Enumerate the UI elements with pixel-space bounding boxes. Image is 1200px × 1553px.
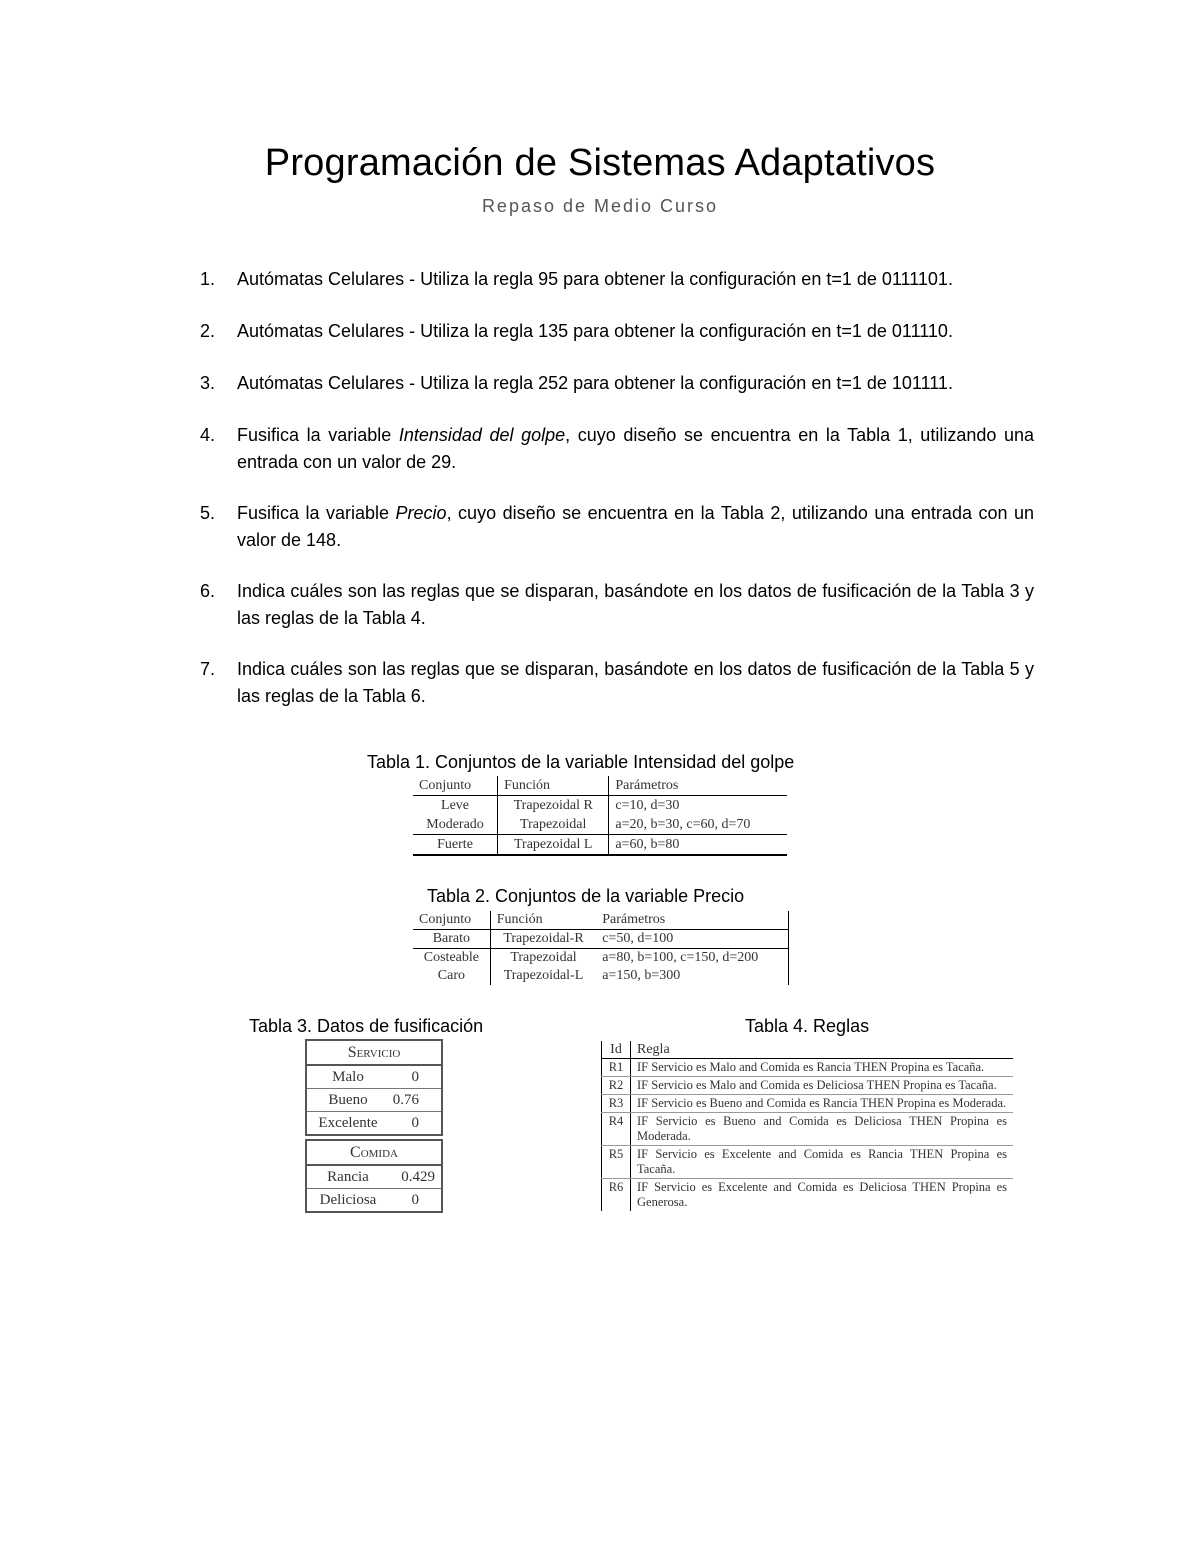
table-header-cell: Regla	[637, 1042, 670, 1057]
table-cell: Bueno	[306, 1089, 389, 1112]
question-item	[200, 578, 1034, 632]
table-cell: Trapezoidal R	[498, 796, 609, 816]
rule-id: R2	[601, 1077, 631, 1094]
table-row	[306, 1189, 442, 1213]
table-cell: a=60, b=80	[609, 835, 787, 856]
table-cell: 0.76	[389, 1089, 442, 1112]
table-row	[413, 835, 787, 856]
rule-id: R4	[601, 1113, 631, 1145]
table-cell: Costeable	[413, 949, 490, 968]
table-cell: Deliciosa	[306, 1189, 389, 1213]
table-header-row	[306, 1040, 442, 1065]
question-item	[200, 500, 1034, 554]
table-cell: Trapezoidal-L	[503, 968, 584, 983]
rule-text: IF Servicio es Excelente and Comida es Deliciosa THEN Propina es Generosa.	[637, 1180, 1007, 1209]
page-title: Programación de Sistemas Adaptativos	[264, 142, 936, 184]
table-header-cell: Conjunto	[413, 911, 490, 930]
question-item	[200, 318, 1034, 345]
table-header-cell: Parámetros	[596, 911, 788, 930]
table-row	[413, 949, 789, 968]
table-header-cell: Parámetros	[609, 776, 787, 796]
table-cell: Trapezoidal	[510, 950, 577, 965]
table-cell: 0	[389, 1112, 442, 1136]
table2-caption: Tabla 2. Conjuntos de la variable Precio	[427, 886, 745, 906]
question-text: Indica cuáles son las reglas que se disparan, basándote en los datos de fusificación de la Tabla 5 y las reglas de la Tabla 6.	[237, 659, 1034, 706]
table-cell: 0.429	[389, 1165, 442, 1189]
table3-comida	[305, 1139, 443, 1213]
question-text-post: , cuyo diseño se encuentra en la Tabla 2, utilizando una entrada con un valor de 148.	[237, 503, 1034, 550]
table-row	[413, 815, 787, 835]
variable-name: Intensidad del golpe	[398, 425, 566, 445]
table3-servicio	[305, 1039, 443, 1136]
table1-caption: Tabla 1. Conjuntos de la variable Intensidad del golpe	[367, 752, 795, 772]
table-header-cell: Comida	[306, 1140, 442, 1165]
question-number: 5.	[200, 503, 216, 523]
table-header-cell: Id	[601, 1041, 631, 1058]
table-header-cell: Función	[498, 776, 609, 796]
rule-id: R1	[601, 1059, 631, 1076]
question-list	[200, 266, 1034, 734]
table-header-row	[413, 911, 789, 930]
rule-text: IF Servicio es Malo and Comida es Deliciosa THEN Propina es Tacaña.	[637, 1078, 997, 1092]
table-cell: Caro	[413, 967, 490, 985]
table-cell: Barato	[413, 930, 490, 949]
question-item	[200, 422, 1034, 476]
question-text: Autómatas Celulares - Utiliza la regla 252 para obtener la configuración en t=1 de 101111.	[237, 373, 953, 393]
table-cell: Trapezoidal-R	[490, 930, 596, 949]
table-row	[306, 1065, 442, 1089]
rule-id: R6	[601, 1179, 631, 1211]
table4	[601, 1041, 1013, 1211]
question-number: 7.	[200, 659, 216, 679]
table-cell: c=50, d=100	[596, 930, 788, 949]
table-row	[601, 1146, 1013, 1179]
table-cell: 0	[389, 1065, 442, 1089]
table-row	[601, 1059, 1013, 1077]
rule-id: R3	[601, 1095, 631, 1112]
table-cell: a=80, b=100, c=150, d=200	[602, 950, 759, 965]
question-text: Autómatas Celulares - Utiliza la regla 135 para obtener la configuración en t=1 de 011110.	[237, 321, 953, 341]
table-header-cell: Conjunto	[413, 776, 498, 796]
question-text-pre: Fusifica la variable	[237, 425, 399, 445]
table-row	[306, 1112, 442, 1136]
table4-caption: Tabla 4. Reglas	[745, 1016, 870, 1036]
table-row	[601, 1179, 1013, 1211]
question-item	[200, 266, 1034, 293]
table3-caption: Tabla 3. Datos de fusificación	[249, 1016, 484, 1036]
table-row	[601, 1113, 1013, 1146]
rule-text: IF Servicio es Malo and Comida es Rancia THEN Propina es Tacaña.	[637, 1060, 985, 1074]
rule-text: IF Servicio es Bueno and Comida es Rancia THEN Propina es Moderada.	[637, 1096, 1007, 1110]
question-number: 4.	[200, 425, 216, 445]
table-header-cell: Función	[490, 911, 596, 930]
table1	[413, 776, 787, 856]
table-cell: Trapezoidal	[498, 815, 609, 835]
table-header-row	[601, 1041, 1013, 1059]
question-text	[237, 503, 1034, 550]
question-text: Autómatas Celulares - Utiliza la regla 95 para obtener la configuración en t=1 de 0111101.	[237, 269, 953, 289]
table-row	[413, 930, 789, 949]
table-cell: Malo	[306, 1065, 389, 1089]
rule-text: IF Servicio es Bueno and Comida es Deliciosa THEN Propina es Moderada.	[637, 1114, 1007, 1143]
table-row	[601, 1077, 1013, 1095]
table-cell: Trapezoidal L	[498, 835, 609, 856]
question-text-post: , cuyo diseño se encuentra en la Tabla 1, utilizando una entrada con un valor de 29.	[237, 425, 1034, 472]
table-row	[306, 1089, 442, 1112]
table-row	[601, 1095, 1013, 1113]
table2	[413, 911, 789, 985]
question-item	[200, 370, 1034, 397]
table-cell: a=150, b=300	[602, 968, 681, 983]
page-subtitle: Repaso de Medio Curso	[481, 196, 719, 216]
question-item	[200, 656, 1034, 710]
table-cell: Rancia	[306, 1165, 389, 1189]
table-header-row	[413, 776, 787, 796]
table-cell: 0	[389, 1189, 442, 1213]
question-text	[237, 425, 1034, 472]
table-row	[413, 796, 787, 816]
table-cell: c=10, d=30	[615, 797, 680, 813]
table-cell: Fuerte	[413, 835, 498, 856]
question-number: 1.	[200, 269, 216, 289]
table-cell: a=20, b=30, c=60, d=70	[615, 816, 751, 832]
question-number: 2.	[200, 321, 216, 341]
rule-text: IF Servicio es Excelente and Comida es Rancia THEN Propina es Tacaña.	[637, 1147, 1007, 1176]
rule-id: R5	[601, 1146, 631, 1178]
table-cell: Excelente	[306, 1112, 389, 1136]
table-header-row	[306, 1140, 442, 1165]
table-header-cell: Servicio	[306, 1040, 442, 1065]
question-number: 6.	[200, 581, 216, 601]
table-row	[306, 1165, 442, 1189]
question-text-pre: Fusifica la variable	[237, 503, 396, 523]
table-cell: Leve	[413, 796, 498, 816]
variable-name: Precio	[395, 503, 447, 523]
question-text: Indica cuáles son las reglas que se disparan, basándote en los datos de fusificación de la Tabla 3 y las reglas de la Tabla 4.	[237, 581, 1034, 628]
table-row	[413, 967, 789, 985]
question-number: 3.	[200, 373, 216, 393]
table-cell: Moderado	[413, 815, 498, 835]
